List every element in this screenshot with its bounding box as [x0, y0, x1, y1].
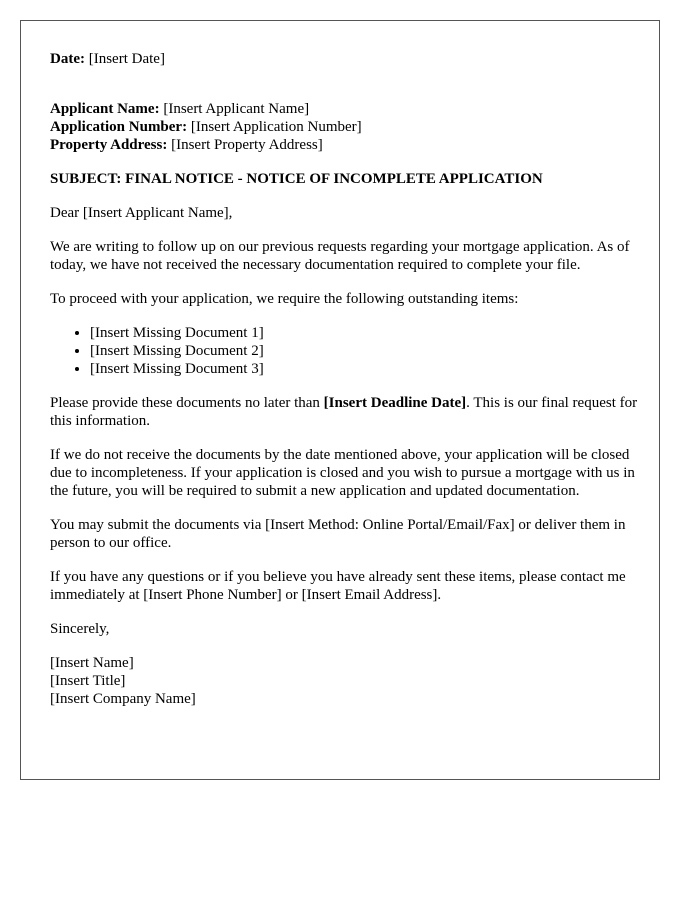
signature-title: [Insert Title] [50, 673, 126, 689]
signature-company: [Insert Company Name] [50, 691, 196, 707]
date-value: [Insert Date] [88, 51, 165, 67]
subject-text: SUBJECT: FINAL NOTICE - NOTICE OF INCOMPLETE APPLICATION [50, 171, 543, 187]
paragraph-follow-up: We are writing to follow up on our previous requests regarding your mortgage application. As of today, we have not received the necessary documentation required to complete your file. [50, 239, 630, 273]
letter-frame [20, 20, 660, 780]
paragraph-requirements: To proceed with your application, we require the following outstanding items: [50, 291, 519, 307]
spacer [50, 84, 640, 100]
missing-documents-list [50, 324, 640, 378]
applicant-name-label: Applicant Name: [50, 101, 160, 117]
applicant-name-value: [Insert Applicant Name] [163, 101, 310, 117]
signature-block [50, 654, 640, 708]
deadline-text-before: Please provide these documents no later than [50, 395, 324, 411]
applicant-name-line [50, 100, 640, 118]
date-label: Date: [50, 51, 85, 67]
application-number-label: Application Number: [50, 119, 188, 135]
signature-name: [Insert Name] [50, 655, 134, 671]
list-item: • [Insert Missing Document 3] [90, 360, 640, 378]
paragraph-contact: If you have any questions or if you believe you have already sent these items, please contact me immediately at [Insert Phone Number] or [Insert Email Address]. [50, 569, 626, 603]
deadline-date: [Insert Deadline Date] [323, 395, 467, 411]
letter-content [50, 50, 640, 708]
date-line [50, 50, 640, 68]
property-address-label: Property Address: [50, 137, 168, 153]
application-number-value: [Insert Application Number] [190, 119, 362, 135]
salutation: Dear [Insert Applicant Name], [50, 205, 233, 221]
applicant-info [50, 100, 640, 154]
paragraph-deadline [50, 394, 640, 430]
closing: Sincerely, [50, 621, 110, 637]
property-address-line [50, 136, 640, 154]
paragraph-closure-warning: If we do not receive the documents by the date mentioned above, your application will be closed due to incompleteness. If your application is closed and you wish to pursue a mortgage with us in the future, you will be required to submit a new application and updated documentation. [50, 447, 635, 499]
deadline-text-after: . This is our final request for this information. [50, 395, 638, 429]
list-item: • [Insert Missing Document 2] [90, 342, 640, 360]
application-number-line [50, 118, 640, 136]
paragraph-submission-method: You may submit the documents via [Insert Method: Online Portal/Email/Fax] or deliver them in person to our office. [50, 517, 626, 551]
property-address-value: [Insert Property Address] [171, 137, 323, 153]
list-item: • [Insert Missing Document 1] [90, 324, 640, 342]
subject-line [50, 170, 640, 188]
